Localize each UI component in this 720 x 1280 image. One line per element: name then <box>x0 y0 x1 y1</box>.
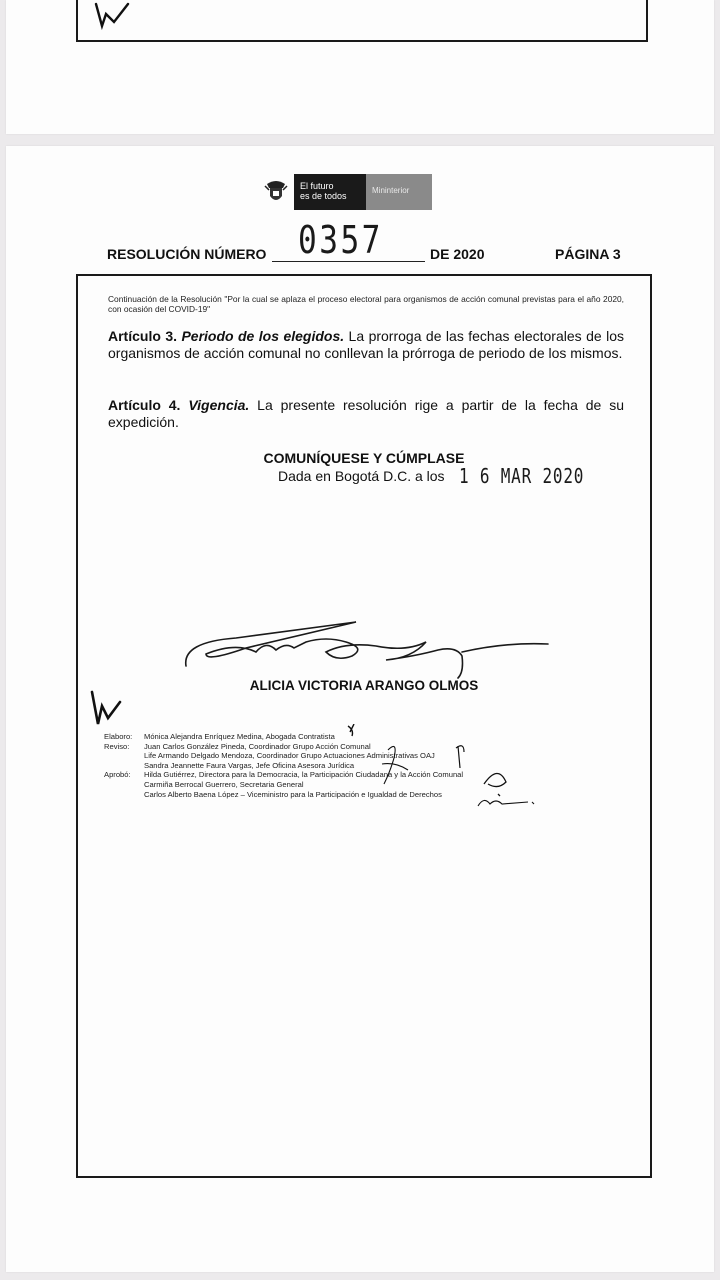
credit-label <box>104 761 132 771</box>
page-number: PÁGINA 3 <box>555 246 621 262</box>
credit-name: Carmiña Berrocal Guerrero, Secretaria General <box>144 779 304 789</box>
credit-label <box>104 751 132 761</box>
issued-place: Dada en Bogotá D.C. a los <box>278 468 445 484</box>
credit-name: Life Armando Delgado Mendoza, Coordinador Grupo Actuaciones Administrativas OAJ <box>144 751 435 761</box>
credit-label <box>104 790 132 800</box>
article-3-title: Periodo de los elegidos. <box>181 328 345 344</box>
document-content-frame <box>76 274 652 1178</box>
credit-name: Carlos Alberto Baena López – Viceministro para la Participación e Igualdad de Derechos <box>144 789 442 799</box>
document-page-3 <box>6 146 714 1272</box>
previous-page-initials-signature <box>92 0 132 32</box>
credit-label: Reviso: <box>104 741 130 751</box>
previous-page-frame <box>76 0 648 42</box>
margin-initials-signature <box>86 688 126 732</box>
credit-name: Juan Carlos González Pineda, Coordinador Grupo Acción Comunal <box>144 741 371 751</box>
credit-name: Hilda Gutiérrez, Directora para la Democracia, la Participación Ciudadana y la Acción Comunal <box>144 770 464 780</box>
credit-label: Aprobó: <box>104 770 131 780</box>
article-3-text: La prorroga de las fechas electorales de los organismos de acción comunal no conllevan la prórroga de periodo de los mismos. <box>108 328 624 361</box>
logo-line-1: El futuro <box>300 181 334 191</box>
minister-signature <box>176 612 556 682</box>
article-3 <box>108 328 624 362</box>
article-4 <box>108 397 624 431</box>
resolution-label: RESOLUCIÓN NÚMERO <box>107 246 267 262</box>
signer-name: ALICIA VICTORIA ARANGO OLMOS <box>249 678 479 693</box>
credit-label <box>104 780 132 790</box>
logo-line-2: es de todos <box>300 191 347 201</box>
date-stamp: 1 6 MAR 2020 <box>459 464 585 488</box>
resolution-number: 0357 <box>298 218 383 262</box>
article-4-text: La presente resolución rige a partir de la fecha de su expedición. <box>108 397 624 430</box>
colombia-coat-of-arms-icon <box>264 178 288 206</box>
resolution-year: DE 2020 <box>430 246 485 262</box>
credit-name: Mónica Alejandra Enríquez Medina, Abogada Contratista <box>144 732 335 741</box>
closing-statement: COMUNÍQUESE Y CÚMPLASE <box>263 450 465 466</box>
logo-slogan <box>294 174 366 210</box>
article-4-label: Artículo 4. <box>108 397 181 413</box>
credit-name: Sandra Jeannette Faura Vargas, Jefe Oficina Asesora Jurídica <box>144 760 355 770</box>
credit-label: Elaboro: <box>104 732 133 741</box>
article-3-label: Artículo 3. <box>108 328 178 344</box>
reviewer-initials-signatures <box>338 724 538 808</box>
article-4-title: Vigencia. <box>188 397 250 413</box>
logo-ministry: Mininterior <box>366 174 432 210</box>
previous-page <box>6 0 714 134</box>
credits-labels <box>104 732 132 799</box>
continuation-note: Continuación de la Resolución "Por la cual se aplaza el proceso electoral para organismos de acción comunal previstas para el año 2020, con ocasión del COVID-19" <box>108 294 624 314</box>
